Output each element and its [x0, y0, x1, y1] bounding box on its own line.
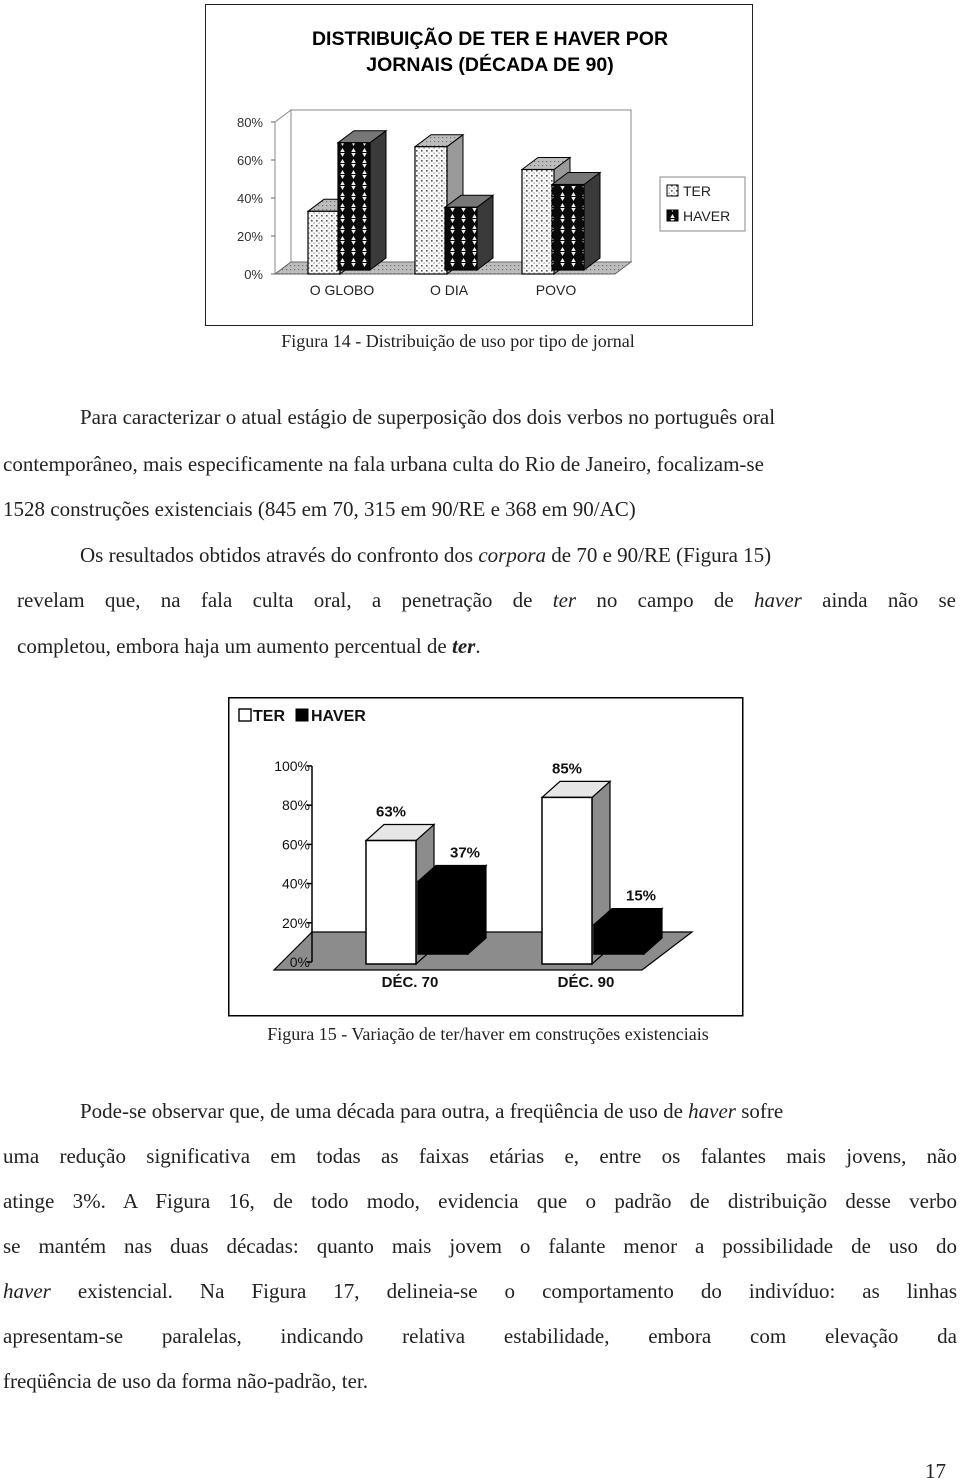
bar-side — [584, 173, 600, 271]
bar-side — [370, 131, 386, 270]
para1-line2: contemporâneo, mais especificamente na fala urbana culta do Rio de Janeiro, focalizam-se — [3, 452, 764, 476]
data-label: 15% — [625, 887, 657, 905]
text-span: Os resultados obtidos através do confronto dos — [80, 543, 479, 567]
figure-14-title-line1: DISTRIBUIÇÃO DE TER E HAVER POR — [311, 28, 669, 50]
y-tick-label: 0% — [289, 954, 310, 970]
legend-ter-label: TER — [253, 708, 285, 725]
data-label: 85% — [551, 760, 583, 778]
italic-term-ter: ter — [552, 588, 577, 612]
para3-line5 — [3, 1279, 957, 1304]
bar-front — [594, 925, 644, 954]
text-span: . — [475, 634, 481, 658]
legend-ter-swatch — [667, 185, 678, 196]
bar-front — [522, 170, 554, 275]
legend-haver-swatch — [667, 210, 678, 221]
para3-line7: freqüência de uso da forma não-padrão, ter. — [3, 1369, 368, 1393]
bold-italic-term-ter: ter — [452, 634, 476, 658]
legend-haver-label: HAVER — [683, 208, 731, 224]
bar-front — [415, 147, 447, 274]
bar-haver-0 — [338, 131, 386, 270]
y-tick-label: 40% — [281, 875, 310, 892]
text-span: no campo de — [576, 588, 755, 612]
bar-front — [308, 211, 340, 274]
y-tick-label: 20% — [281, 914, 310, 931]
data-label: 63% — [375, 803, 407, 821]
para3-line2: uma redução significativa em todas as faixas etárias e, entre os falantes mais jovens, não — [3, 1144, 957, 1168]
x-category-label: DÉC. 90 — [557, 974, 615, 991]
para3-line6: apresentam-se paralelas, indicando relativa estabilidade, embora com elevação da — [3, 1324, 957, 1348]
figure-14-chart — [205, 4, 755, 326]
bar-front — [366, 841, 416, 964]
text-span: Pode-se observar que, de uma década para outra, a freqüência de uso de — [80, 1099, 689, 1123]
para2-line3 — [17, 634, 481, 659]
italic-term-haver: haver — [688, 1099, 736, 1123]
y-tick-label: 80% — [281, 797, 310, 814]
figure-15-chart — [228, 697, 748, 1019]
figure-15-caption: Figura 15 - Variação de ter/haver em construções existenciais — [267, 1024, 709, 1044]
bar-front — [542, 797, 592, 964]
bar-haver-1 — [594, 909, 662, 954]
para2-line2 — [17, 588, 956, 613]
para2-line1 — [80, 543, 771, 568]
bar-front — [418, 881, 468, 954]
text-span: revelam que, na fala culta oral, a penetração de — [17, 588, 553, 612]
y-tick-label: 80% — [236, 115, 263, 130]
text-span: ainda não se — [801, 588, 956, 612]
x-category-label: DÉC. 70 — [381, 974, 439, 991]
para1-line3: 1528 construções existenciais (845 em 70, 315 em 90/RE e 368 em 90/AC) — [3, 497, 636, 521]
text-span: de 70 e 90/RE (Figura 15) — [546, 543, 772, 567]
y-tick-label: 20% — [236, 229, 263, 244]
bar-haver-0 — [418, 865, 486, 954]
y-tick-label: 60% — [236, 153, 263, 168]
bar-haver-2 — [552, 173, 600, 271]
legend-haver-swatch — [296, 709, 308, 721]
figure-14-y-axis — [237, 115, 275, 282]
text-span: existencial. Na Figura 17, delineia-se o comportamento do indivíduo: as linhas — [50, 1279, 957, 1303]
x-category-label: O GLOBO — [309, 282, 375, 298]
figure-14-legend — [660, 177, 745, 231]
y-tick-label: 40% — [236, 191, 263, 206]
para3-line3: atinge 3%. A Figura 16, de todo modo, evidencia que o padrão de distribuição desse verbo — [3, 1189, 957, 1213]
italic-term-haver: haver — [3, 1279, 51, 1303]
legend-ter-label: TER — [683, 183, 711, 199]
bar-front — [445, 207, 477, 270]
x-category-label: O DIA — [429, 282, 469, 298]
bar-side — [477, 195, 493, 270]
italic-term-haver: haver — [754, 588, 802, 612]
bar-front — [552, 185, 584, 271]
y-tick-label: 0% — [244, 267, 263, 282]
para1-line1: Para caracterizar o atual estágio de superposição dos dois verbos no português oral — [80, 405, 776, 429]
figure-14-title-line2: JORNAIS (DÉCADA DE 90) — [366, 54, 614, 76]
para3-line4: se mantém nas duas décadas: quanto mais jovem o falante menor a possibilidade de uso do — [3, 1234, 957, 1258]
figure-14-caption: Figura 14 - Distribuição de uso por tipo de jornal — [281, 331, 635, 351]
legend-haver-label: HAVER — [311, 708, 366, 725]
figure-14-x-axis — [310, 282, 577, 298]
y-tick-label: 60% — [281, 836, 310, 853]
x-category-label: POVO — [535, 282, 577, 298]
y-tick-label: 100% — [274, 758, 310, 774]
legend-ter-swatch — [239, 709, 251, 721]
text-span: completou, embora haja um aumento percentual de — [17, 634, 453, 658]
page-number: 17 — [925, 1459, 946, 1483]
para3-line1 — [80, 1099, 783, 1124]
side-wall — [275, 110, 291, 274]
bar-haver-1 — [445, 195, 493, 270]
text-span: sofre — [735, 1099, 784, 1123]
data-label: 37% — [449, 844, 481, 862]
bar-front — [338, 143, 370, 270]
italic-term-corpora: corpora — [478, 543, 547, 567]
